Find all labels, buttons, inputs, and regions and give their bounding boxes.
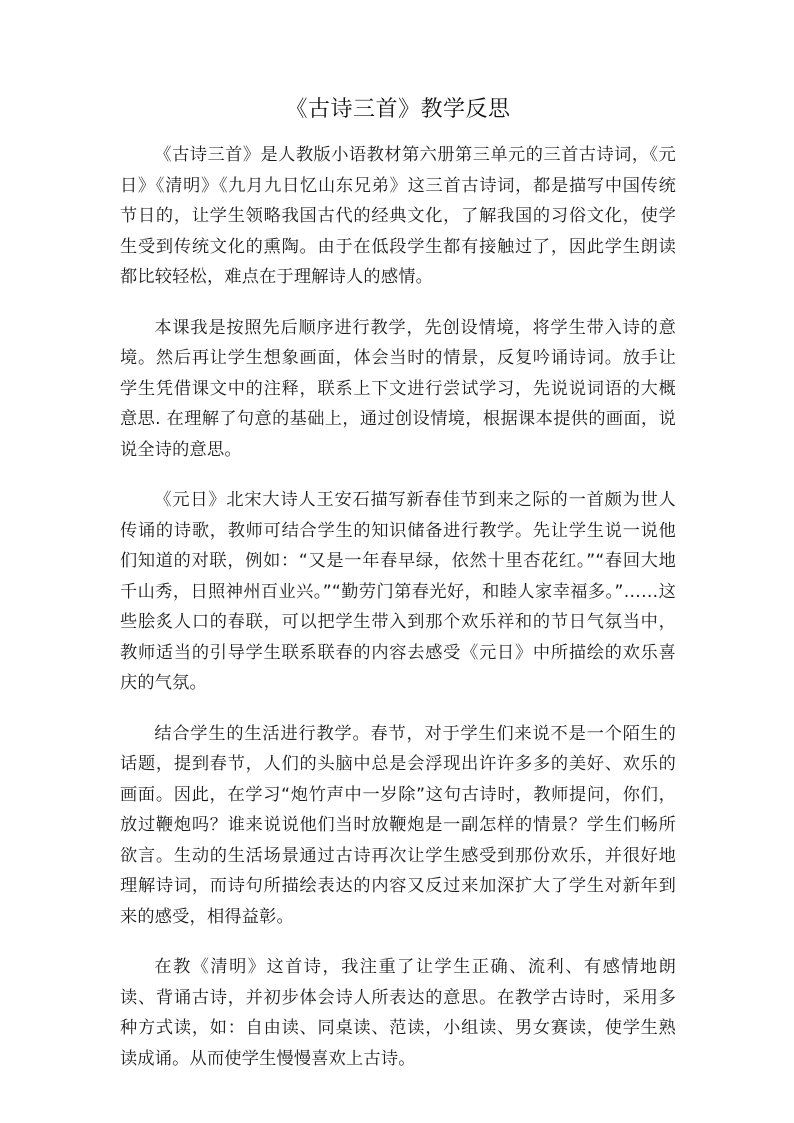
paragraph-teaching-sequence: 本课我是按照先后顺序进行教学，先创设情境，将学生带入诗的意境。然后再让学生想象画面，体会当时的情景，反复吟诵诗词。放手让学生凭借课文中的注释，联系上下文进行尝试学习，先说说词语的大概意思. 在理解了句意的基础上，通过创设情境，根据课本提供的画面，说说全诗的意思。 [120,317,676,460]
document-title: 《古诗三首》教学反思 [285,97,511,122]
paragraph-qingming: 在教《清明》这首诗，我注重了让学生正确、流利、有感情地朗读、背诵古诗，并初步体会诗人所表达的意思。在教学古诗时，采用多种方式读，如：自由读、同桌读、范读，小组读、男女赛读，使学生熟读成诵。从而使学生慢慢喜欢上古诗。 [120,957,676,1069]
paragraph-life-connection: 结合学生的生活进行教学。春节，对于学生们来说不是一个陌生的话题，提到春节，人们的头脑中总是会浮现出许许多多的美好、欢乐的画面。因此，在学习“炮竹声中一岁除”这句古诗时，教师提问，你们，放过鞭炮吗？谁来说说他们当时放鞭炮是一副怎样的情景？学生们畅所欲言。生动的生活场景通过古诗再次让学生感受到那份欢乐，并很好地理解诗词，而诗句所描绘表达的内容又反过来加深扩大了学生对新年到来的感受，相得益彰。 [120,723,676,927]
paragraph-yuanri: 《元日》北宋大诗人王安石描写新春佳节到来之际的一首颇为世人传诵的诗歌，教师可结合学生的知识储备进行教学。先让学生说一说他们知道的对联，例如：“又是一年春早绿，依然十里杏花红。”“春回大地千山秀，日照神州百业兴。”“勤劳门第春光好，和睦人家幸福多。”……这些脍炙人口的春联，可以把学生带入到那个欢乐祥和的节日气氛当中，教师适当的引导学生联系联春的内容去感受《元日》中所描绘的欢乐喜庆的气氛。 [120,490,676,693]
paragraph-intro: 《古诗三首》是人教版小语教材第六册第三单元的三首古诗词，《元日》《清明》《九月九日忆山东兄弟》这三首古诗词，都是描写中国传统节日的，让学生领略我国古代的经典文化，了解我国的习俗文化，使学生受到传统文化的熏陶。由于在低段学生都有接触过了，因此学生朗读都比较轻松，难点在于理解诗人的感情。 [120,145,676,287]
